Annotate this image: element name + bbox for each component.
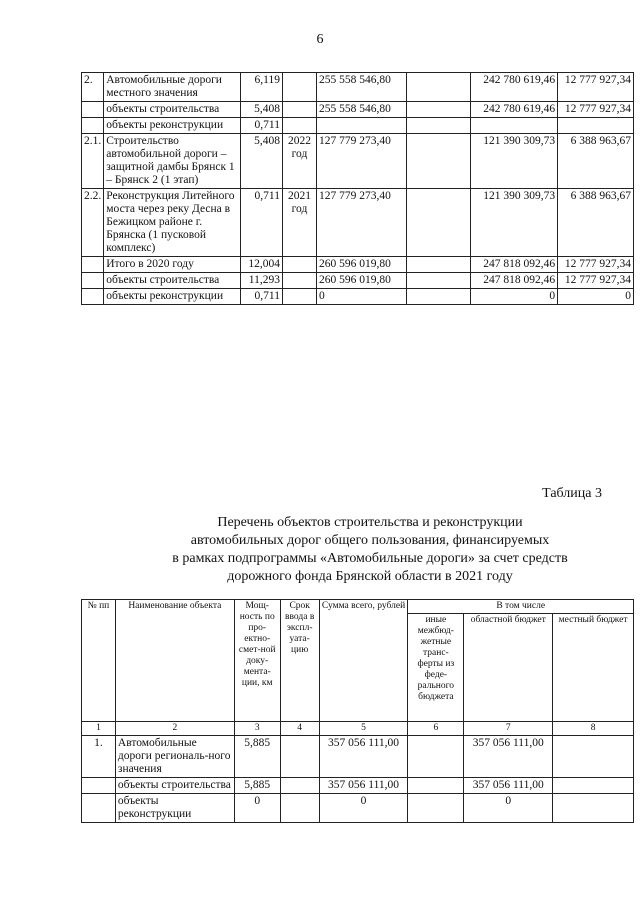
table-row (82, 118, 634, 134)
table-row (82, 794, 634, 823)
regional-sum: 247 818 092,46 (471, 257, 558, 273)
capacity-cell: 0,711 (241, 289, 283, 305)
local-sum: 12 777 927,34 (558, 273, 634, 289)
table-row (82, 289, 634, 305)
object-name: объекты строительства (115, 778, 234, 794)
object-name: Строительство автомобильной дороги – защитной дамбы Брянск 1 – Брянск 2 (1 этап) (104, 134, 241, 189)
regional-sum: 247 818 092,46 (471, 273, 558, 289)
table-row (82, 73, 634, 102)
federal-sum (406, 273, 471, 289)
column-index: 6 (408, 722, 464, 736)
row-number (82, 257, 104, 273)
commission-year (282, 289, 316, 305)
commission-year (282, 257, 316, 273)
row-number (82, 102, 104, 118)
object-name: Итого в 2020 году (104, 257, 241, 273)
header-year: Срок ввода в экспл-уата-цию (280, 600, 319, 722)
total-sum: 127 779 273,40 (316, 189, 406, 257)
total-sum: 255 558 546,80 (316, 102, 406, 118)
table-row (82, 273, 634, 289)
index-row (82, 722, 634, 736)
object-name: объекты реконструкции (104, 118, 241, 134)
federal-sum (406, 289, 471, 305)
regional-sum (471, 118, 558, 134)
objects-table-2021 (81, 599, 634, 823)
header-including: В том числе (408, 600, 634, 614)
table-row (82, 134, 634, 189)
header-power: Мощ-ность по про-ектно-смет-ной доку-мента-ции, км (234, 600, 280, 722)
column-index: 5 (319, 722, 408, 736)
total-sum: 357 056 111,00 (319, 778, 408, 794)
object-name: объекты реконструкции (104, 289, 241, 305)
table-row (82, 778, 634, 794)
title-line: в рамках подпрограммы «Автомобильные дороги» за счет средств (172, 551, 568, 566)
capacity-cell: 11,293 (241, 273, 283, 289)
commission-year (280, 778, 319, 794)
row-number (82, 118, 104, 134)
regional-sum: 242 780 619,46 (471, 73, 558, 102)
commission-year (282, 73, 316, 102)
regional-sum: 0 (464, 794, 553, 823)
local-sum: 12 777 927,34 (558, 73, 634, 102)
table-title (100, 514, 640, 586)
row-number: 2.1. (82, 134, 104, 189)
object-name: Автомобильные дороги региональ-ного значения (115, 736, 234, 778)
total-sum: 260 596 019,80 (316, 257, 406, 273)
federal-sum (406, 73, 471, 102)
title-line: Перечень объектов строительства и реконструкции (217, 515, 523, 530)
regional-sum: 242 780 619,46 (471, 102, 558, 118)
table-caption: Таблица 3 (542, 486, 602, 501)
total-sum: 260 596 019,80 (316, 273, 406, 289)
regional-sum: 357 056 111,00 (464, 778, 553, 794)
local-sum (553, 778, 634, 794)
regional-sum: 121 390 309,73 (471, 134, 558, 189)
row-number (82, 778, 116, 794)
federal-sum (406, 102, 471, 118)
capacity-cell: 0,711 (241, 189, 283, 257)
local-sum (553, 794, 634, 823)
table-row (82, 189, 634, 257)
capacity-cell: 5,408 (241, 102, 283, 118)
commission-year (282, 273, 316, 289)
row-number (82, 289, 104, 305)
header-num: № пп (82, 600, 116, 722)
table-row (82, 736, 634, 778)
object-name: объекты строительства (104, 102, 241, 118)
local-sum (553, 736, 634, 778)
regional-sum: 0 (471, 289, 558, 305)
local-sum: 6 388 963,67 (558, 189, 634, 257)
header-federal: иные межбюд-жетные транс-ферты из феде-рального бюджета (408, 614, 464, 722)
capacity-cell: 5,885 (234, 736, 280, 778)
capacity-cell: 6,119 (241, 73, 283, 102)
column-index: 2 (115, 722, 234, 736)
table-row (82, 102, 634, 118)
column-index: 1 (82, 722, 116, 736)
local-sum: 12 777 927,34 (558, 257, 634, 273)
federal-sum (408, 778, 464, 794)
total-sum: 357 056 111,00 (319, 736, 408, 778)
objects-table-top (81, 72, 634, 305)
header-total: Сумма всего, рублей (319, 600, 408, 722)
commission-year (280, 736, 319, 778)
total-sum: 255 558 546,80 (316, 73, 406, 102)
local-sum: 6 388 963,67 (558, 134, 634, 189)
row-number: 2.2. (82, 189, 104, 257)
commission-year: 2021 год (282, 189, 316, 257)
header-row (82, 600, 634, 614)
capacity-cell: 5,408 (241, 134, 283, 189)
row-number: 2. (82, 73, 104, 102)
column-index: 3 (234, 722, 280, 736)
table-row (82, 257, 634, 273)
federal-sum (406, 118, 471, 134)
federal-sum (406, 134, 471, 189)
commission-year (280, 794, 319, 823)
object-name: объекты строительства (104, 273, 241, 289)
row-number (82, 273, 104, 289)
row-number (82, 794, 116, 823)
header-regional: областной бюджет (464, 614, 553, 722)
object-name: Автомобильные дороги местного значения (104, 73, 241, 102)
capacity-cell: 12,004 (241, 257, 283, 273)
title-line: автомобильных дорог общего пользования, финансируемых (190, 533, 550, 548)
local-sum: 0 (558, 289, 634, 305)
title-line: дорожного фонда Брянской области в 2021 году (227, 569, 513, 584)
total-sum: 127 779 273,40 (316, 134, 406, 189)
capacity-cell: 0 (234, 794, 280, 823)
total-sum: 0 (319, 794, 408, 823)
page-number: 6 (316, 32, 324, 47)
commission-year: 2022 год (282, 134, 316, 189)
object-name: объекты реконструкции (115, 794, 234, 823)
header-local: местный бюджет (553, 614, 634, 722)
header-name: Наименование объекта (115, 600, 234, 722)
capacity-cell: 5,885 (234, 778, 280, 794)
column-index: 8 (553, 722, 634, 736)
object-name: Реконструкция Литейного моста через реку Десна в Бежицком районе г. Брянска (1 пусковой комплекс) (104, 189, 241, 257)
federal-sum (408, 736, 464, 778)
federal-sum (406, 257, 471, 273)
total-sum (316, 118, 406, 134)
local-sum (558, 118, 634, 134)
commission-year (282, 102, 316, 118)
column-index: 4 (280, 722, 319, 736)
local-sum: 12 777 927,34 (558, 102, 634, 118)
capacity-cell: 0,711 (241, 118, 283, 134)
federal-sum (406, 189, 471, 257)
total-sum: 0 (316, 289, 406, 305)
column-index: 7 (464, 722, 553, 736)
regional-sum: 121 390 309,73 (471, 189, 558, 257)
regional-sum: 357 056 111,00 (464, 736, 553, 778)
row-number: 1. (82, 736, 116, 778)
federal-sum (408, 794, 464, 823)
commission-year (282, 118, 316, 134)
